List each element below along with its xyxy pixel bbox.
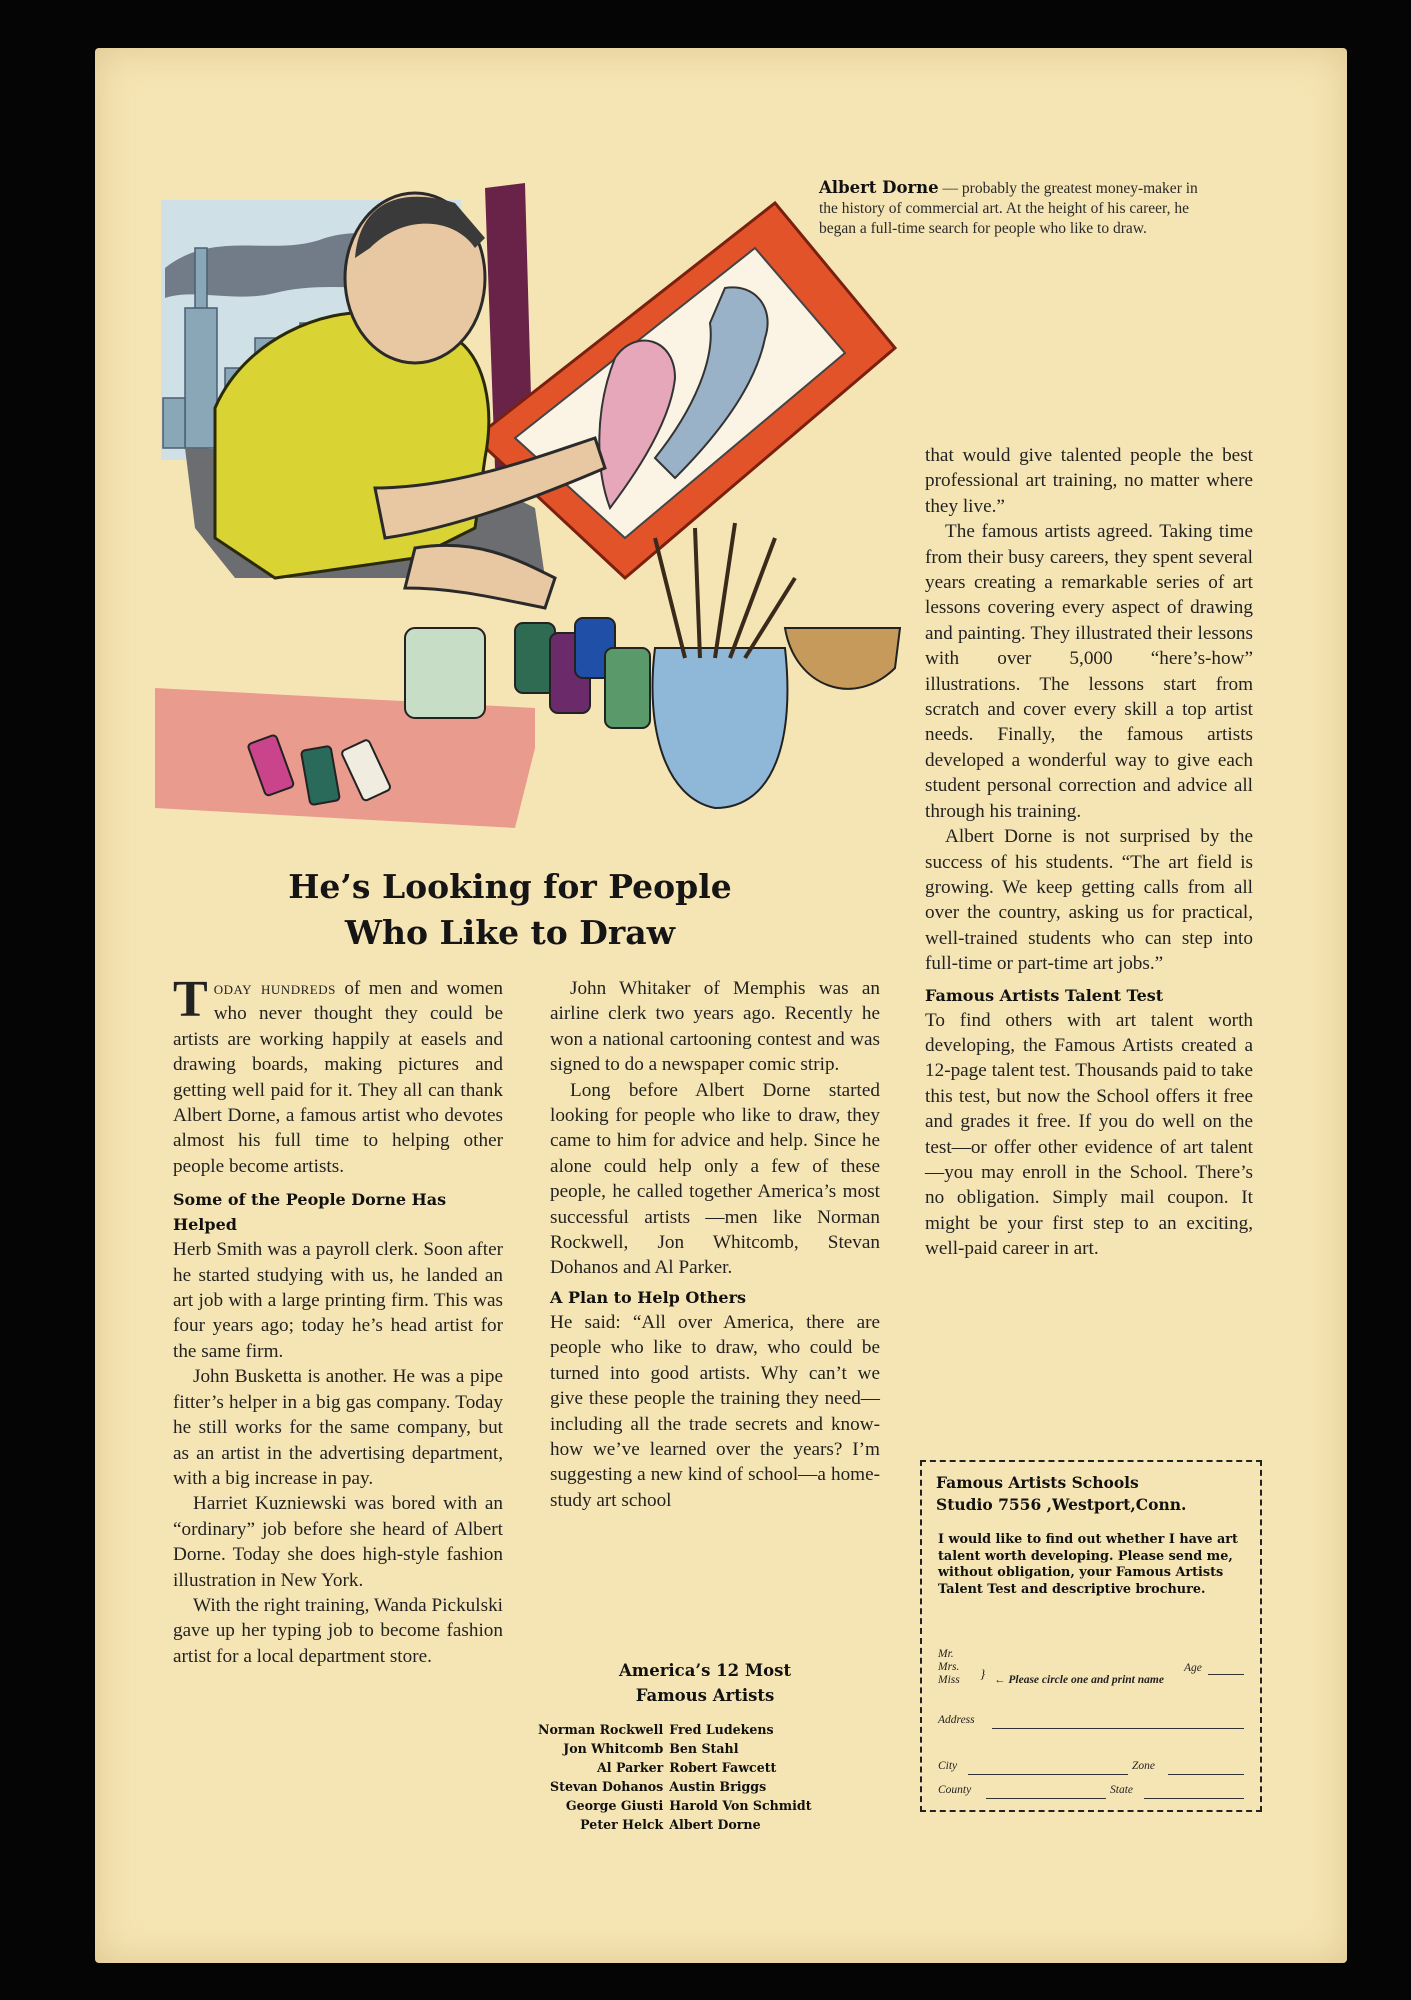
headline xyxy=(255,864,765,956)
artist-name: Stevan Dohanos xyxy=(550,1779,664,1794)
coupon-header-line-2: Studio 7556 ,Westport,Conn. xyxy=(936,1495,1187,1514)
artist-name: Ben Stahl xyxy=(669,1741,739,1756)
coupon-body: I would like to find out whether I have art talent worth developing. Please send me, without obligation, your Famous Artists Talent Test and descriptive brochure. xyxy=(938,1532,1238,1597)
artist-name: Albert Dorne xyxy=(669,1817,761,1832)
brace-icon: } xyxy=(980,1666,986,1681)
col3-subhead: Famous Artists Talent Test xyxy=(925,985,1164,1005)
bowl xyxy=(785,628,900,689)
drop-cap: T xyxy=(173,971,208,1028)
title-mr[interactable]: Mr. xyxy=(938,1648,954,1660)
headline-line-2: Who Like to Draw xyxy=(344,913,676,952)
title-miss[interactable]: Miss xyxy=(938,1674,960,1686)
artist-name: Harold Von Schmidt xyxy=(669,1798,812,1813)
col1-paragraph-2: Herb Smith was a payroll clerk. Soon after he started studying with us, he landed an art job with a large printing firm. This was four years ago; today he’s head artist for the same firm. xyxy=(173,1239,503,1362)
artist-name: Al Parker xyxy=(597,1760,664,1775)
circle-note xyxy=(994,1674,1164,1686)
state-label: State xyxy=(1110,1784,1133,1796)
city-label: City xyxy=(938,1760,958,1772)
famous-title-line-2: Famous Artists xyxy=(635,1686,775,1705)
address-field[interactable] xyxy=(992,1728,1244,1729)
column-3 xyxy=(925,443,1253,1262)
age-label: Age xyxy=(1184,1662,1202,1674)
artist-name: Robert Fawcett xyxy=(669,1760,777,1775)
col1-paragraph-4: Harriet Kuzniewski was bored with an “ordinary” job before she heard of Albert Dorne. Today she does high-style fashion illustration in New York. xyxy=(173,1493,503,1591)
artist-name: Norman Rockwell xyxy=(538,1722,664,1737)
table-row xyxy=(535,1777,815,1796)
city-field[interactable] xyxy=(968,1774,1128,1775)
mail-coupon[interactable] xyxy=(920,1460,1262,1812)
col2-paragraph-1: John Whitaker of Memphis was an airline clerk two years ago. Recently he won a national cartooning contest and was signed to do a newspaper comic strip. xyxy=(550,978,880,1076)
table-row xyxy=(535,1815,815,1834)
caption-name: Albert Dorne xyxy=(819,178,939,197)
title-options[interactable] xyxy=(938,1648,960,1687)
caption-text: — probably the greatest money-maker in the history of commercial art. At the height of his career, he began a full-time search for people who like to draw. xyxy=(819,180,1198,237)
title-mrs[interactable]: Mrs. xyxy=(938,1661,960,1673)
state-field[interactable] xyxy=(1144,1798,1244,1799)
county-label: County xyxy=(938,1784,972,1796)
artist-name: Fred Ludekens xyxy=(669,1722,774,1737)
artist-name: George Giusti xyxy=(565,1798,664,1813)
artist-name: Jon Whitcomb xyxy=(563,1741,664,1756)
famous-title-line-1: America’s 12 Most xyxy=(618,1661,792,1680)
artist-name: Peter Helck xyxy=(580,1817,664,1832)
col2-subhead: A Plan to Help Others xyxy=(550,1287,747,1307)
county-field[interactable] xyxy=(986,1798,1106,1799)
address-label: Address xyxy=(938,1714,975,1726)
artists-table xyxy=(535,1720,815,1834)
lead-smallcaps: oday hundreds xyxy=(213,978,336,999)
table-row xyxy=(535,1796,815,1815)
col1-paragraph-1: of men and women who never thought they could be artists are working happily at easels and drawing boards, making pictures and getting well paid for it. They all can thank Albert Dorne, a famous artist who devotes almost his full time to helping other people become artists. xyxy=(173,978,503,1177)
magazine-page xyxy=(95,48,1347,1963)
illustration-caption xyxy=(819,178,1199,239)
col2-paragraph-3: He said: “All over America, there are people who like to draw, who could be turned into good artists. Why can’t we give these people the training they need—including all the trade secrets and know-how we’ve learned over the years? I’m suggesting a new kind of school—a home-study art school xyxy=(550,1311,880,1511)
table-row xyxy=(535,1720,815,1739)
circle-note-text: Please circle one and print name xyxy=(1008,1674,1164,1686)
table-row xyxy=(535,1739,815,1758)
coupon-header-line-1: Famous Artists Schools xyxy=(936,1473,1139,1492)
col3-paragraph-1: that would give talented people the best professional art training, no matter where they live.” xyxy=(925,445,1253,517)
age-field[interactable] xyxy=(1208,1674,1244,1675)
column-2 xyxy=(550,976,880,1513)
column-1 xyxy=(173,971,503,1669)
brush-vase xyxy=(653,648,788,808)
arrow-left-icon: ← xyxy=(994,1674,1009,1686)
col1-paragraph-5: With the right training, Wanda Pickulski gave up her typing job to become fashion artist for a local department store. xyxy=(173,1594,503,1667)
paint-brushes xyxy=(655,523,795,658)
col2-paragraph-2: Long before Albert Dorne started looking for people who like to draw, they came to him for advice and help. Since he alone could help only a few of these people, he called together America’s most successful artists —men like Norman Rockwell, Jon Whitcomb, Stevan Dohanos and Al Parker. xyxy=(550,1079,880,1279)
headline-line-1: He’s Looking for People xyxy=(288,867,732,906)
famous-artists-list xyxy=(535,1658,875,1834)
col1-paragraph-3: John Busketta is another. He was a pipe fitter’s helper in a big gas company. Today he still works for the same company, but as an artist in the advertising department, with a big increase in pay. xyxy=(173,1366,503,1489)
artist-name: Austin Briggs xyxy=(669,1779,767,1794)
zone-label: Zone xyxy=(1132,1760,1155,1772)
table-row xyxy=(535,1758,815,1777)
col3-paragraph-2: The famous artists agreed. Taking time from their busy careers, they spent several years creating a remarkable series of art lessons covering every aspect of drawing and painting. They illustrated their lessons with over 5,000 “here’s-how” illustrations. The lessons start from scratch and cover every skill a top artist needs. Finally, the famous artists developed a wonderful way to give each student personal correction and advice all through his training. xyxy=(925,521,1253,822)
zone-field[interactable] xyxy=(1168,1774,1244,1775)
col3-paragraph-3: Albert Dorne is not surprised by the success of his students. “The art field is growing. We keep getting calls from all over the country, asking us for practical, well-trained students who can step into full-time or part-time art jobs.” xyxy=(925,826,1253,975)
col1-subhead: Some of the People Dorne Has Helped xyxy=(173,1190,447,1235)
col3-paragraph-4: To find others with art talent worth developing, the Famous Artists created a 12-page talent test. Thousands paid to take this test, but now the School offers it free and grades it free. If you do well on the test—or offer other evidence of art talent—you may enroll in the School. There’s no obligation. Simply mail coupon. It might be your first step to an exciting, well-paid career in art. xyxy=(925,1009,1253,1260)
